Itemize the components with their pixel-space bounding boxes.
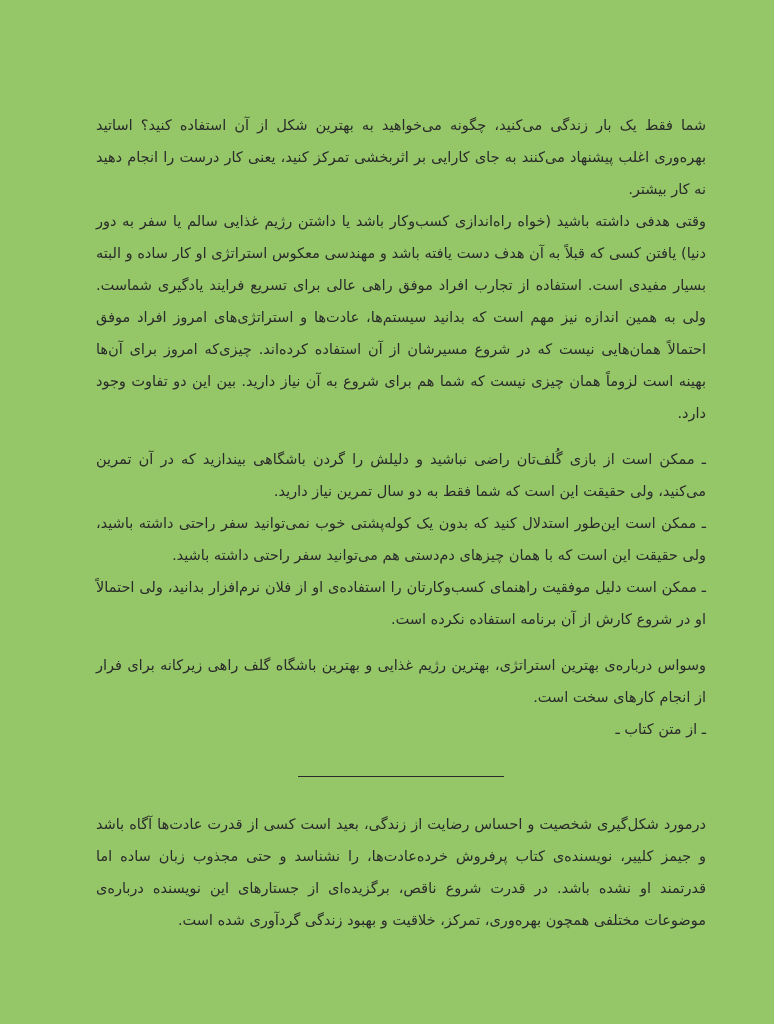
example-golf: ـ ممکن است از بازی گُلف‌تان راضی نباشید و دلیلش را گردن باشگاهی بیندازید که در آن تمرین می‌کنید، ولی حقیقت این است که شما فقط به دو سال تمرین نیاز دارید. xyxy=(96,452,706,500)
back-cover-text xyxy=(96,110,706,937)
source-note: ـ از متن کتاب ـ xyxy=(615,722,706,738)
obsession-paragraph: وسواس درباره‌ی بهترین استراتژی، بهترین رژیم غذایی و بهترین باشگاه گلف راهی زیرکانه برای فرار از انجام کارهای سخت است. xyxy=(96,658,706,706)
spacer xyxy=(96,430,706,444)
example-software: ـ ممکن است دلیل موفقیت راهنمای کسب‌وکارتان را استفاده‌ی او از فلان نرم‌افزار بدانید، ولی احتمالاً او در شروع کارش از آن برنامه استفاده نکرده است. xyxy=(96,580,706,628)
intro-paragraph: شما فقط یک بار زندگی می‌کنید، چگونه می‌خواهید به بهترین شکل از آن استفاده کنید؟ اساتید بهره‌وری اغلب پیشنهاد می‌کنند به جای کارایی بر اثربخشی تمرکز کنید، یعنی کار درست را انجام دهید نه کار بیشتر. xyxy=(96,118,706,198)
spacer xyxy=(96,636,706,650)
divider-line xyxy=(298,776,504,777)
about-author-paragraph: درمورد شکل‌گیری شخصیت و احساس رضایت از زندگی، بعید است کسی از قدرت عادت‌ها آگاه باشد و جیمز کلییر، نویسنده‌ی کتاب پرفروش خرده‌عادت‌ها، را نشناسد و حتی مجذوب زبان ساده اما قدرتمند او نشده باشد. در قدرت شروع ناقص، برگزیده‌ای از جستارهای این نویسنده درباره‌ی موضوعات مختلفی همچون بهره‌وری، تمرکز، خلاقیت و بهبود زندگی گردآوری شده است. xyxy=(96,817,706,929)
goal-paragraph: وقتی هدفی داشته باشید (خواه راه‌اندازی کسب‌وکار باشد یا داشتن رژیم غذایی سالم یا سفر به دور دنیا) یافتن کسی که قبلاً به آن هدف دست یافته باشد و مهندسی معکوس استراتژی او کار ساده و البته بسیار مفیدی است. استفاده از تجارب افراد موفق راهی عالی برای تسریع فرایند یادگیری شماست. ولی به همین اندازه نیز مهم است که بدانید سیستم‌ها، عادت‌ها و استراتژی‌های امروز افراد موفق احتمالاً همان‌هایی نیست که در شروع مسیرشان از آن استفاده کرده‌اند. چیزی‌که امروز برای آن‌ها بهینه است لزوماً همان چیزی نیست که شما هم برای شروع به آن نیاز دارید. بین این دو تفاوت وجود دارد. xyxy=(96,214,706,422)
example-backpack: ـ ممکن است این‌طور استدلال کنید که بدون یک کوله‌پشتی خوب نمی‌توانید سفر راحتی داشته باشید، ولی حقیقت این است که با همان چیزهای دم‌دستی هم می‌توانید سفر راحتی داشته باشید. xyxy=(96,516,706,564)
